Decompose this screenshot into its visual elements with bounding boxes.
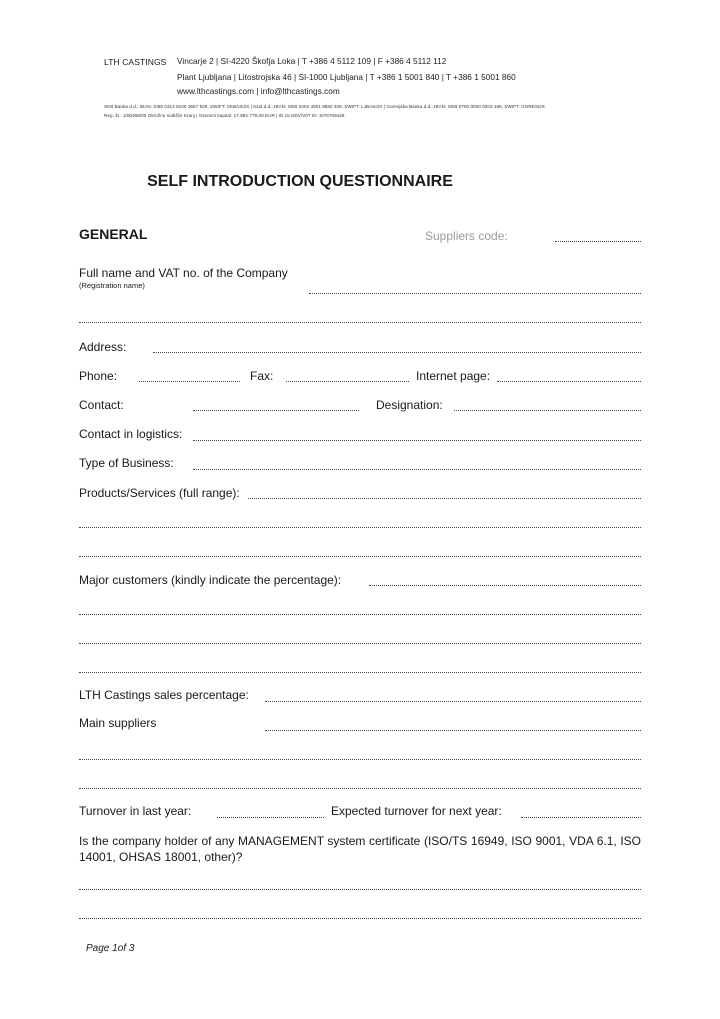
major-customers-field-line-4[interactable] xyxy=(79,672,641,673)
header-address-line: Vincarje 2 | SI-4220 Škofja Loka | T +386 4 5112 109 | F +386 4 5112 112 xyxy=(177,56,447,66)
major-customers-field-line-3[interactable] xyxy=(79,643,641,644)
page-number: Page 1of 3 xyxy=(86,943,135,954)
main-suppliers-field-line-2[interactable] xyxy=(79,759,641,760)
phone-label: Phone: xyxy=(79,369,118,383)
contact-logistics-label: Contact in logistics: xyxy=(79,427,183,441)
designation-field[interactable] xyxy=(454,410,641,411)
suppliers-code-field[interactable] xyxy=(555,241,641,242)
company-name: LTH CASTINGS xyxy=(104,57,167,67)
type-of-business-label: Type of Business: xyxy=(79,456,174,470)
products-services-field-line-2[interactable] xyxy=(79,527,641,528)
contact-field[interactable] xyxy=(193,410,359,411)
internet-page-label: Internet page: xyxy=(416,369,491,383)
products-services-label: Products/Services (full range): xyxy=(79,486,240,500)
header-registration-line: Reg. št.: 1/00368/00 Okrožno sodišče Kranj | Osnovni kapital: 17.892.779,00 EUR | ID za DDV/VAT ID: SI76709426 xyxy=(104,113,345,118)
fax-label: Fax: xyxy=(250,369,274,383)
full-name-field[interactable] xyxy=(309,293,641,294)
products-services-field-line-3[interactable] xyxy=(79,556,641,557)
section-general-heading: GENERAL xyxy=(79,226,148,242)
fax-field[interactable] xyxy=(286,381,409,382)
products-services-field[interactable] xyxy=(248,498,641,499)
management-certificate-question: Is the company holder of any MANAGEMENT system certificate (ISO/TS 16949, ISO 9001, VDA 6.1, ISO 14001, OHSAS 18001, other)? xyxy=(79,834,641,864)
major-customers-label: Major customers (kindly indicate the percentage): xyxy=(79,573,342,587)
expected-turnover-label: Expected turnover for next year: xyxy=(331,804,502,818)
designation-label: Designation: xyxy=(376,398,443,412)
header-bank-line: SKB Banka d.d.; IBAN: SI56 0313 8100 3687 529, SWIFT: SKBASI2X | NLB d.d.; IBAN: SI56 0202 4001 8580 406, SWIFT: LJBASI2X | Gorenjska Banka d.d.; IBAN: SI56 0700 0000 0203 196, SWIFT: GORESI2X xyxy=(104,104,545,109)
lth-sales-percentage-label: LTH Castings sales percentage: xyxy=(79,688,249,702)
major-customers-field[interactable] xyxy=(369,585,641,586)
address-field[interactable] xyxy=(153,352,641,353)
contact-logistics-field[interactable] xyxy=(193,440,641,441)
internet-page-field[interactable] xyxy=(497,381,641,382)
main-suppliers-field[interactable] xyxy=(265,730,641,731)
management-certificate-field-line-2[interactable] xyxy=(79,918,641,919)
type-of-business-field[interactable] xyxy=(193,469,641,470)
suppliers-code-label: Suppliers code: xyxy=(425,229,508,243)
header-plant-line: Plant Ljubljana | Litostrojska 46 | SI-1000 Ljubljana | T +386 1 5001 840 | T +386 1 5001 860 xyxy=(177,72,516,82)
lth-sales-percentage-field[interactable] xyxy=(265,701,641,702)
registration-name-note: (Registration name) xyxy=(79,281,145,290)
contact-label: Contact: xyxy=(79,398,124,412)
full-name-field-line-2[interactable] xyxy=(79,322,641,323)
full-name-label: Full name and VAT no. of the Company xyxy=(79,266,288,280)
phone-field[interactable] xyxy=(139,381,240,382)
main-suppliers-label: Main suppliers xyxy=(79,716,157,730)
expected-turnover-field[interactable] xyxy=(521,817,641,818)
turnover-last-year-label: Turnover in last year: xyxy=(79,804,192,818)
header-web-line: www.lthcastings.com | info@lthcastings.com xyxy=(177,86,340,96)
major-customers-field-line-2[interactable] xyxy=(79,614,641,615)
management-certificate-field[interactable] xyxy=(79,889,641,890)
address-label: Address: xyxy=(79,340,127,354)
page-title: SELF INTRODUCTION QUESTIONNAIRE xyxy=(147,173,453,190)
main-suppliers-field-line-3[interactable] xyxy=(79,788,641,789)
turnover-last-year-field[interactable] xyxy=(217,817,324,818)
